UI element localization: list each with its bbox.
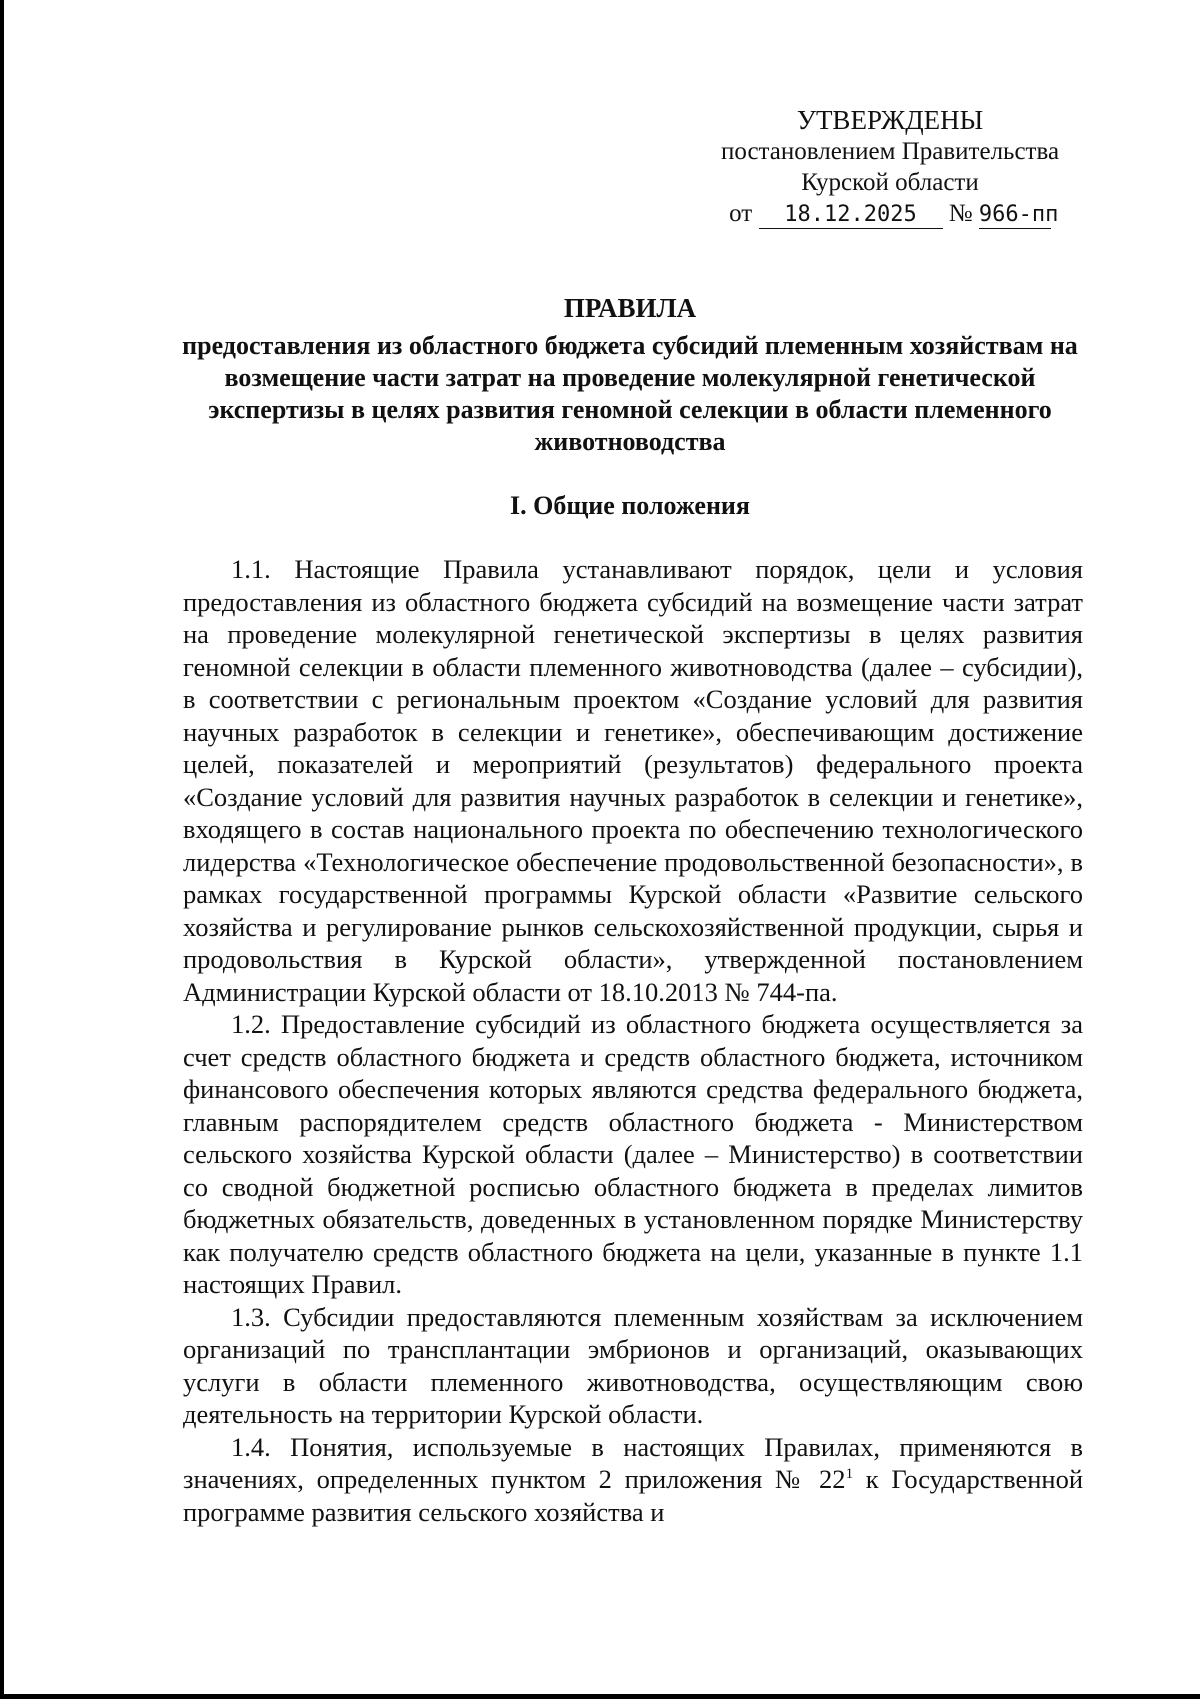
approval-number: 966-пп (978, 202, 1059, 227)
paragraph-1-1: 1.1. Настоящие Правила устанавливают порядок, цели и условия предоставления из областного бюджета субсидий на возмещение части затрат на проведение молекулярной генетической экспертизы в целях развития геномной селекции в области племенного животноводства (далее – субсидии), в соответствии с региональным проектом «Создание условий для развития научных разработок в селекции и генетике», обеспечивающим достижение целей, показателей и мероприятий (результатов) федерального проекта «Создание условий для развития научных разработок в селекции и генетике», входящего в состав национального проекта по обеспечению технологического лидерства «Технологическое обеспечение продовольственной безопасности», в рамках государственной программы Курской области «Развитие сельского хозяйства и регулирование рынков сельскохозяйственной продукции, сырья и продовольствия в Курской области», утвержденной постановлением Администрации Курской области от 18.10.2013 № 744-па. (183, 554, 1083, 1007)
section-title: I. Общие положения (510, 491, 750, 520)
approval-line-1: постановлением Правительства (720, 138, 1060, 165)
document-title: ПРАВИЛА (563, 293, 697, 323)
approval-from-label: от (729, 200, 753, 227)
paragraph-1-4 (183, 1431, 1083, 1529)
paragraph-1-4-text-after: к Государственной программе развития сельского хозяйства и (183, 1464, 1083, 1527)
document-heading (170, 292, 1090, 458)
paragraph-1-3: 1.3. Субсидии предоставляются племенным хозяйствам за исключением организаций по трансплантации эмбрионов и организаций, оказывающих услуги в области племенного животноводства, осуществляющим свою деятельность на территории Курской области. (183, 1301, 1083, 1429)
approval-date: 18.12.2025 (759, 202, 943, 229)
scan-border-bottom (0, 1694, 1200, 1699)
scan-border-left (0, 0, 4, 1699)
approval-date-line (690, 198, 1090, 229)
paragraph-1-4-text: 1.4. Понятия, используемые в настоящих Правилах, применяются в значениях, определенных пунктом 2 приложения № 22 (183, 1431, 1083, 1494)
approval-line-2: Курской области (801, 169, 979, 196)
approval-stamp (690, 105, 1090, 229)
document-subtitle: предоставления из областного бюджета субсидий племенным хозяйствам на возмещение части затрат на проведение молекулярной генетической экспертизы в целях развития геномной селекции в области племенного животноводства (182, 331, 1078, 456)
approval-title: УТВЕРЖДЕНЫ (796, 105, 984, 135)
approval-number-label: № (948, 200, 973, 227)
document-body (183, 553, 1083, 1528)
paragraph-1-4-superscript: 1 (845, 1466, 854, 1483)
paragraph-1-2: 1.2. Предоставление субсидий из областного бюджета осуществляется за счет средств областного бюджета и средств областного бюджета, источником финансового обеспечения которых являются средства федерального бюджета, главным распорядителем средств областного бюджета - Министерством сельского хозяйства Курской области (далее – Министерство) в соответствии со сводной бюджетной росписью областного бюджета в пределах лимитов бюджетных обязательств, доведенных в установленном порядке Министерству как получателю средств областного бюджета на цели, указанные в пункте 1.1 настоящих Правил. (183, 1009, 1083, 1299)
